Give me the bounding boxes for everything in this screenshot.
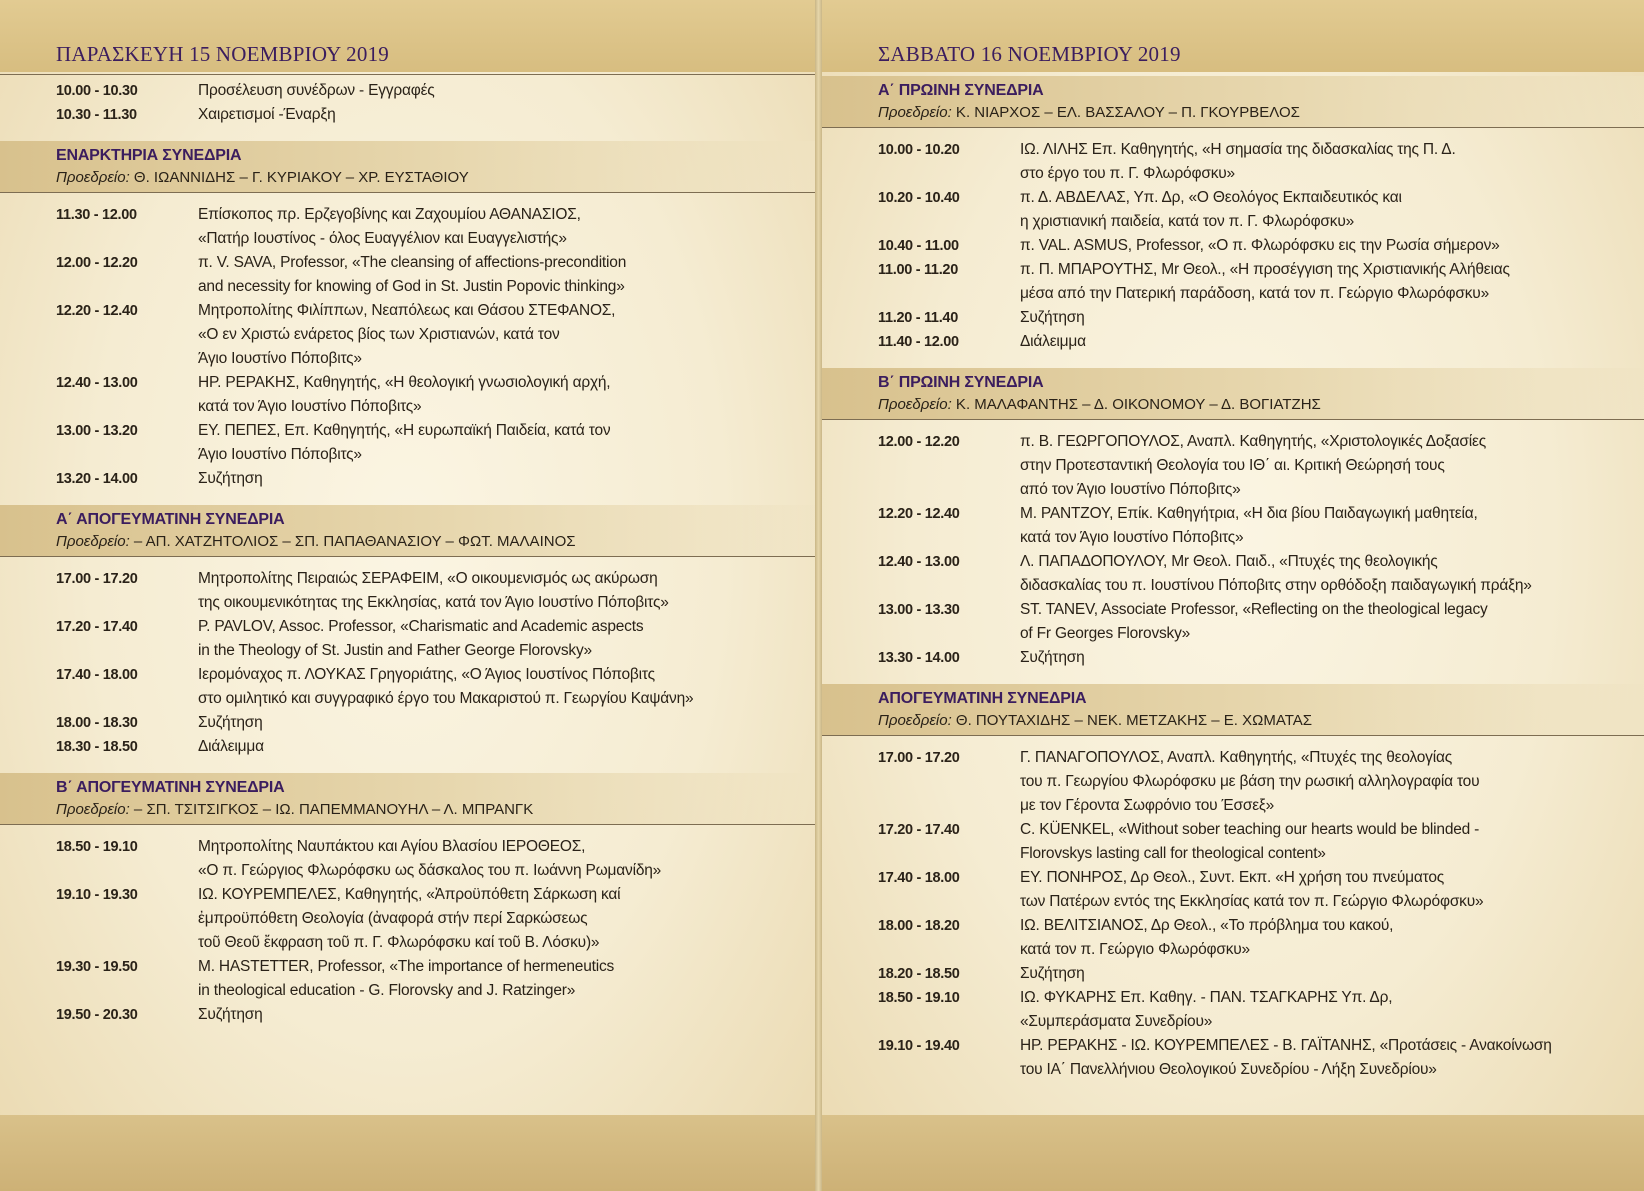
session-header (822, 368, 1644, 420)
description-line: της οικουμενικότητας της Εκκλησίας, κατά τον Άγιο Ιουστίνο Πόποβιτς» (198, 594, 669, 611)
description-line: ΙΩ. ΚΟΥΡΕΜΠΕΛΕΣ, Καθηγητής, «Ἀπροϋπόθετη Σάρκωση καί (198, 886, 621, 903)
time-slot: 13.30 - 14.00 (878, 650, 960, 666)
description-line: Γ. ΠΑΝΑΓΟΠΟΥΛΟΣ, Αναπλ. Καθηγητής, «Πτυχές της θεολογίας (1020, 749, 1453, 766)
time-slot: 12.20 - 12.40 (878, 506, 960, 522)
time-slot: 10.00 - 10.20 (878, 142, 960, 158)
talk-description (198, 1003, 815, 1027)
description-line: Συζήτηση (1020, 309, 1085, 326)
program-row (0, 419, 815, 467)
session-chairs (56, 531, 815, 553)
description-line: ΕΥ. ΠΟΝΗΡΟΣ, Δρ Θεολ., Συντ. Εκπ. «Η χρήση του πνεύματος (1020, 869, 1445, 886)
description-line: π. V. SAVA, Professor, «The cleansing of affections-precondition (198, 254, 627, 271)
talk-description (198, 663, 815, 711)
description-line: Συζήτηση (198, 714, 263, 731)
description-line: M. HASTETTER, Professor, «The importance of hermeneutics (198, 958, 615, 975)
program-row (0, 79, 815, 103)
description-line: C. KÜENKEL, «Without sober teaching our hearts would be blinded - (1020, 821, 1480, 838)
day-title-saturday: ΣΑΒΒΑΤΟ 16 ΝΟΕΜΒΡΙΟΥ 2019 (878, 42, 1181, 66)
bottom-decorative-band (822, 1115, 1644, 1191)
chairs-label: Προεδρείο: (878, 396, 952, 413)
description-line: ΕΥ. ΠΕΠΕΣ, Επ. Καθηγητής, «Η ευρωπαϊκή Παιδεία, κατά τον (198, 422, 611, 439)
description-line: Μητροπολίτης Φιλίππων, Νεαπόλεως και Θάσου ΣΤΕΦΑΝΟΣ, (198, 302, 616, 319)
program-row (0, 251, 815, 299)
session-header (0, 141, 815, 193)
program-row (0, 615, 815, 663)
program-row (0, 1003, 815, 1027)
description-line: «Ο εν Χριστώ ενάρετος βίος των Χριστιανών, κατά τον (198, 326, 560, 343)
talk-description (198, 467, 815, 491)
program-row (822, 330, 1644, 354)
talk-description (1020, 986, 1644, 1034)
description-line: of Fr Georges Florovsky» (1020, 625, 1191, 642)
program-row (0, 883, 815, 955)
session-chairs (56, 167, 815, 189)
talk-description (1020, 234, 1644, 258)
description-line: Μητροπολίτης Πειραιώς ΣΕΡΑΦΕΙΜ, «Ο οικουμενισμός ως ακύρωση (198, 570, 658, 587)
time-slot: 10.40 - 11.00 (878, 238, 959, 254)
description-line: κατά τον π. Γεώργιο Φλωρόφσκυ» (1020, 941, 1250, 958)
time-slot: 17.40 - 18.00 (56, 667, 138, 683)
chairs-label: Προεδρείο: (56, 533, 130, 550)
chairs-names: Κ. ΜΑΛΑΦΑΝΤΗΣ – Δ. ΟΙΚΟΝΟΜΟΥ – Δ. ΒΟΓΙΑΤΖΗΣ (951, 396, 1321, 413)
program-row (822, 306, 1644, 330)
talk-description (198, 371, 815, 419)
session-chairs (878, 394, 1644, 416)
program-row (822, 962, 1644, 986)
time-slot: 13.00 - 13.20 (56, 423, 138, 439)
description-line: in the Theology of St. Justin and Father George Florovsky» (198, 642, 592, 659)
program-row (0, 711, 815, 735)
talk-description (1020, 818, 1644, 866)
opening-rows (0, 74, 815, 127)
talk-description (1020, 258, 1644, 306)
program-row (822, 186, 1644, 234)
description-line: Άγιο Ιουστίνο Πόποβιτς» (198, 446, 362, 463)
description-line: Λ. ΠΑΠΑΔΟΠΟΥΛΟΥ, Mr Θεολ. Παιδ., «Πτυχές της θεολογικής (1020, 553, 1438, 570)
saturday-program (822, 68, 1644, 1082)
description-line: Επίσκοπος πρ. Ερζεγοβίνης και Ζαχουμίου ΑΘΑΝΑΣΙΟΣ, (198, 206, 581, 223)
session-title: Α΄ ΑΠΟΓΕΥΜΑΤΙΝΗ ΣΥΝΕΔΡΙΑ (56, 511, 285, 528)
program-row (822, 986, 1644, 1034)
talk-description (1020, 914, 1644, 962)
description-line: ΙΩ. ΛΙΛΗΣ Επ. Καθηγητής, «Η σημασία της διδασκαλίας της Π. Δ. (1020, 141, 1456, 158)
session-chairs (56, 799, 815, 821)
description-line: «Ο π. Γεώργιος Φλωρόφσκυ ως δάσκαλος του π. Ιωάννη Ρωμανίδη» (198, 862, 662, 879)
talk-description (1020, 866, 1644, 914)
description-line: η χριστιανική παιδεία, κατά τον π. Γ. Φλωρόφσκυ» (1020, 213, 1355, 230)
description-line: π. VAL. ASMUS, Professor, «Ο π. Φλωρόφσκυ εις την Ρωσία σήμερον» (1020, 237, 1500, 254)
description-line: «Συμπεράσματα Συνεδρίου» (1020, 1013, 1213, 1030)
description-line: ΗΡ. ΡΕΡΑΚΗΣ - ΙΩ. ΚΟΥΡΕΜΠΕΛΕΣ - Β. ΓΑΪΤΑΝΗΣ, «Προτάσεις - Ανακοίνωση (1020, 1037, 1552, 1054)
description-line: in theological education - G. Florovsky and J. Ratzinger» (198, 982, 576, 999)
description-line: Συζήτηση (1020, 649, 1085, 666)
description-line: των Πατέρων εντός της Εκκλησίας κατά τον π. Γεώργιο Φλωρόφσκυ» (1020, 893, 1484, 910)
talk-description (198, 835, 815, 883)
time-slot: 18.00 - 18.30 (56, 715, 138, 731)
time-slot: 18.00 - 18.20 (878, 918, 960, 934)
time-slot: 17.00 - 17.20 (56, 571, 138, 587)
time-slot: 18.50 - 19.10 (878, 990, 960, 1006)
time-slot: 17.00 - 17.20 (878, 750, 960, 766)
time-slot: 10.00 - 10.30 (56, 83, 138, 99)
talk-description (198, 711, 815, 735)
talk-description (198, 735, 815, 759)
time-slot: 11.30 - 12.00 (56, 207, 137, 223)
talk-description (198, 955, 815, 1003)
description-line: τοῦ Θεοῦ ἔκφραση τοῦ π. Γ. Φλωρόφσκυ καί τοῦ Β. Λόσκυ)» (198, 934, 600, 951)
talk-description (198, 251, 815, 299)
chairs-names: Θ. ΠΟΥΤΑΧΙΔΗΣ – ΝΕΚ. ΜΕΤΖΑΚΗΣ – Ε. ΧΩΜΑΤΑΣ (951, 712, 1313, 729)
time-slot: 13.00 - 13.30 (878, 602, 960, 618)
talk-description (198, 203, 815, 251)
talk-description (198, 615, 815, 663)
program-row (822, 866, 1644, 914)
program-row (0, 371, 815, 419)
time-slot: 18.20 - 18.50 (878, 966, 960, 982)
session-chairs (878, 102, 1644, 124)
description-line: στο ομιλητικό και συγγραφικό έργο του Μακαριστού π. Γεωργίου Καψάνη» (198, 690, 694, 707)
talk-description (198, 883, 815, 955)
program-row (822, 746, 1644, 818)
description-line: κατά τον Άγιο Ιουστίνο Πόποβιτς» (198, 398, 422, 415)
program-row (822, 258, 1644, 306)
talk-description (198, 299, 815, 371)
friday-sessions (0, 141, 815, 1027)
program-row (822, 138, 1644, 186)
description-line: Μητροπολίτης Ναυπάκτου και Αγίου Βλασίου ΙΕΡΟΘΕΟΣ, (198, 838, 586, 855)
talk-description (1020, 746, 1644, 818)
chairs-label: Προεδρείο: (878, 104, 952, 121)
description-line: P. PAVLOV, Assoc. Professor, «Charismatic and Academic aspects (198, 618, 644, 635)
description-line: από τον Άγιο Ιουστίνο Πόποβιτς» (1020, 481, 1241, 498)
left-page (0, 0, 815, 1191)
session-title: Α΄ ΠΡΩΙΝΗ ΣΥΝΕΔΡΙΑ (878, 82, 1044, 99)
program-row (822, 818, 1644, 866)
session-chairs (878, 710, 1644, 732)
talk-description (1020, 306, 1644, 330)
session-header (822, 76, 1644, 128)
description-line: Χαιρετισμοί -Έναρξη (198, 106, 336, 123)
description-line: Προσέλευση συνέδρων - Εγγραφές (198, 82, 435, 99)
session-header (0, 773, 815, 825)
talk-description (1020, 550, 1644, 598)
description-line: ΗΡ. ΡΕΡΑΚΗΣ, Καθηγητής, «Η θεολογική γνωσιολογική αρχή, (198, 374, 611, 391)
time-slot: 17.20 - 17.40 (56, 619, 138, 635)
time-slot: 11.00 - 11.20 (878, 262, 958, 278)
description-line: Συζήτηση (198, 1006, 263, 1023)
session-title: Β΄ ΑΠΟΓΕΥΜΑΤΙΝΗ ΣΥΝΕΔΡΙΑ (56, 779, 285, 796)
description-line: στην Προτεσταντική Θεολογία του ΙΘ΄ αι. Κριτική Θεώρησή τους (1020, 457, 1445, 474)
description-line: του ΙΑ΄ Πανελλήνιου Θεολογικού Συνεδρίου - Λήξη Συνεδρίου» (1020, 1061, 1437, 1078)
talk-description (1020, 1034, 1644, 1082)
chairs-names: – ΣΠ. ΤΣΙΤΣΙΓΚΟΣ – ΙΩ. ΠΑΠΕΜΜΑΝΟΥΗΛ – Λ. ΜΠΡΑΝΓΚ (129, 801, 534, 818)
description-line: στο έργο του π. Γ. Φλωρόφσκυ» (1020, 165, 1235, 182)
friday-program (0, 74, 815, 1027)
chairs-label: Προεδρείο: (878, 712, 952, 729)
chairs-label: Προεδρείο: (56, 169, 130, 186)
description-line: ST. TANEV, Associate Professor, «Reflecting on the theological legacy (1020, 601, 1488, 618)
description-line: ἐμπροϋπόθετη Θεολογία (ἀναφορά στήν περί Σαρκώσεως (198, 910, 588, 927)
description-line: and necessity for knowing of God in St. Justin Popovic thinking» (198, 278, 625, 295)
program-row (822, 1034, 1644, 1082)
program-row (822, 598, 1644, 646)
time-slot: 12.40 - 13.00 (56, 375, 138, 391)
description-line: Άγιο Ιουστίνο Πόποβιτς» (198, 350, 362, 367)
talk-description (1020, 430, 1644, 502)
day-title-friday: ΠΑΡΑΣΚΕΥΗ 15 ΝΟΕΜΒΡΙΟΥ 2019 (56, 42, 389, 66)
time-slot: 13.20 - 14.00 (56, 471, 138, 487)
saturday-sessions (822, 76, 1644, 1082)
description-line: π. Β. ΓΕΩΡΓΟΠΟΥΛΟΣ, Αναπλ. Καθηγητής, «Χριστολογικές Δοξασίες (1020, 433, 1486, 450)
time-slot: 12.40 - 13.00 (878, 554, 960, 570)
program-row (0, 955, 815, 1003)
description-line: π. Δ. ΑΒΔΕΛΑΣ, Υπ. Δρ, «Ο Θεολόγος Εκπαιδευτικός και (1020, 189, 1402, 206)
talk-description (1020, 138, 1644, 186)
program-row (822, 430, 1644, 502)
program-row (822, 646, 1644, 670)
time-slot: 10.20 - 10.40 (878, 190, 960, 206)
session-header (822, 684, 1644, 736)
chairs-names: Θ. ΙΩΑΝΝΙΔΗΣ – Γ. ΚΥΡΙΑΚΟΥ – ΧΡ. ΕΥΣΤΑΘΙΟΥ (129, 169, 469, 186)
chairs-label: Προεδρείο: (56, 801, 130, 818)
description-line: μέσα από την Πατερική παράδοση, κατά τον π. Γεώργιο Φλωρόφσκυ» (1020, 285, 1489, 302)
talk-description (198, 103, 815, 127)
session-title: Β΄ ΠΡΩΙΝΗ ΣΥΝΕΔΡΙΑ (878, 374, 1044, 391)
time-slot: 19.30 - 19.50 (56, 959, 138, 975)
talk-description (1020, 186, 1644, 234)
chairs-names: – ΑΠ. ΧΑΤΖΗΤΟΛΙΟΣ – ΣΠ. ΠΑΠΑΘΑΝΑΣΙΟΥ – ΦΩΤ. ΜΑΛΑΙΝΟΣ (129, 533, 576, 550)
program-row (822, 914, 1644, 962)
time-slot: 11.40 - 12.00 (878, 334, 959, 350)
description-line: διδασκαλίας του π. Ιουστίνου Πόποβιτς στην ορθόδοξη παιδαγωγική πράξη» (1020, 577, 1532, 594)
program-row (0, 663, 815, 711)
talk-description (1020, 502, 1644, 550)
program-row (822, 550, 1644, 598)
description-line: Διάλειμμα (198, 738, 264, 755)
session-header (0, 505, 815, 557)
description-line: κατά τον Άγιο Ιουστίνο Πόποβιτς» (1020, 529, 1244, 546)
program-row (822, 502, 1644, 550)
time-slot: 18.50 - 19.10 (56, 839, 138, 855)
time-slot: 18.30 - 18.50 (56, 739, 138, 755)
description-line: ΙΩ. ΒΕΛΙΤΣΙΑΝΟΣ, Δρ Θεολ., «Το πρόβλημα του κακού, (1020, 917, 1394, 934)
description-line: Florovskys lasting call for theological content» (1020, 845, 1326, 862)
talk-description (198, 79, 815, 103)
program-row (0, 203, 815, 251)
time-slot: 19.10 - 19.30 (56, 887, 138, 903)
program-row (822, 234, 1644, 258)
talk-description (1020, 598, 1644, 646)
program-row (0, 299, 815, 371)
description-line: Συζήτηση (198, 470, 263, 487)
talk-description (1020, 646, 1644, 670)
talk-description (1020, 962, 1644, 986)
description-line: ΙΩ. ΦΥΚΑΡΗΣ Επ. Καθηγ. - ΠΑΝ. ΤΣΑΓΚΑΡΗΣ Υπ. Δρ, (1020, 989, 1393, 1006)
session-title: ΑΠΟΓΕΥΜΑΤΙΝΗ ΣΥΝΕΔΡΙΑ (878, 690, 1087, 707)
time-slot: 19.50 - 20.30 (56, 1007, 138, 1023)
description-line: με τον Γέροντα Σωφρόνιο του Έσσεξ» (1020, 797, 1275, 814)
time-slot: 19.10 - 19.40 (878, 1038, 960, 1054)
program-row (0, 103, 815, 127)
right-page (822, 0, 1644, 1191)
description-line: Συζήτηση (1020, 965, 1085, 982)
time-slot: 17.20 - 17.40 (878, 822, 960, 838)
chairs-names: Κ. ΝΙΑΡΧΟΣ – ΕΛ. ΒΑΣΣΑΛΟΥ – Π. ΓΚΟΥΡΒΕΛΟΣ (951, 104, 1300, 121)
talk-description (1020, 330, 1644, 354)
talk-description (198, 567, 815, 615)
time-slot: 10.30 - 11.30 (56, 107, 137, 123)
description-line: «Πατήρ Ιουστίνος - όλος Ευαγγέλιον και Ευαγγελιστής» (198, 230, 567, 247)
time-slot: 12.20 - 12.40 (56, 303, 138, 319)
description-line: Ιερομόναχος π. ΛΟΥΚΑΣ Γρηγοριάτης, «Ο Άγιος Ιουστίνος Πόποβιτς (198, 666, 655, 683)
talk-description (198, 419, 815, 467)
program-row (0, 467, 815, 491)
time-slot: 12.00 - 12.20 (878, 434, 960, 450)
time-slot: 17.40 - 18.00 (878, 870, 960, 886)
program-row (0, 835, 815, 883)
bottom-decorative-band (0, 1115, 815, 1191)
description-line: Διάλειμμα (1020, 333, 1086, 350)
program-row (0, 735, 815, 759)
description-line: π. Π. ΜΠΑΡΟΥΤΗΣ, Mr Θεολ., «Η προσέγγιση της Χριστιανικής Αλήθειας (1020, 261, 1510, 278)
time-slot: 12.00 - 12.20 (56, 255, 138, 271)
time-slot: 11.20 - 11.40 (878, 310, 958, 326)
description-line: Μ. ΡΑΝΤΖΟΥ, Επίκ. Καθηγήτρια, «Η δια βίου Παιδαγωγική μαθητεία, (1020, 505, 1478, 522)
description-line: του π. Γεωργίου Φλωρόφσκυ με βάση την ρωσική αλληλογραφία του (1020, 773, 1480, 790)
program-row (0, 567, 815, 615)
page-fold (815, 0, 822, 1191)
session-title: ΕΝΑΡΚΤΗΡΙΑ ΣΥΝΕΔΡΙΑ (56, 147, 242, 164)
